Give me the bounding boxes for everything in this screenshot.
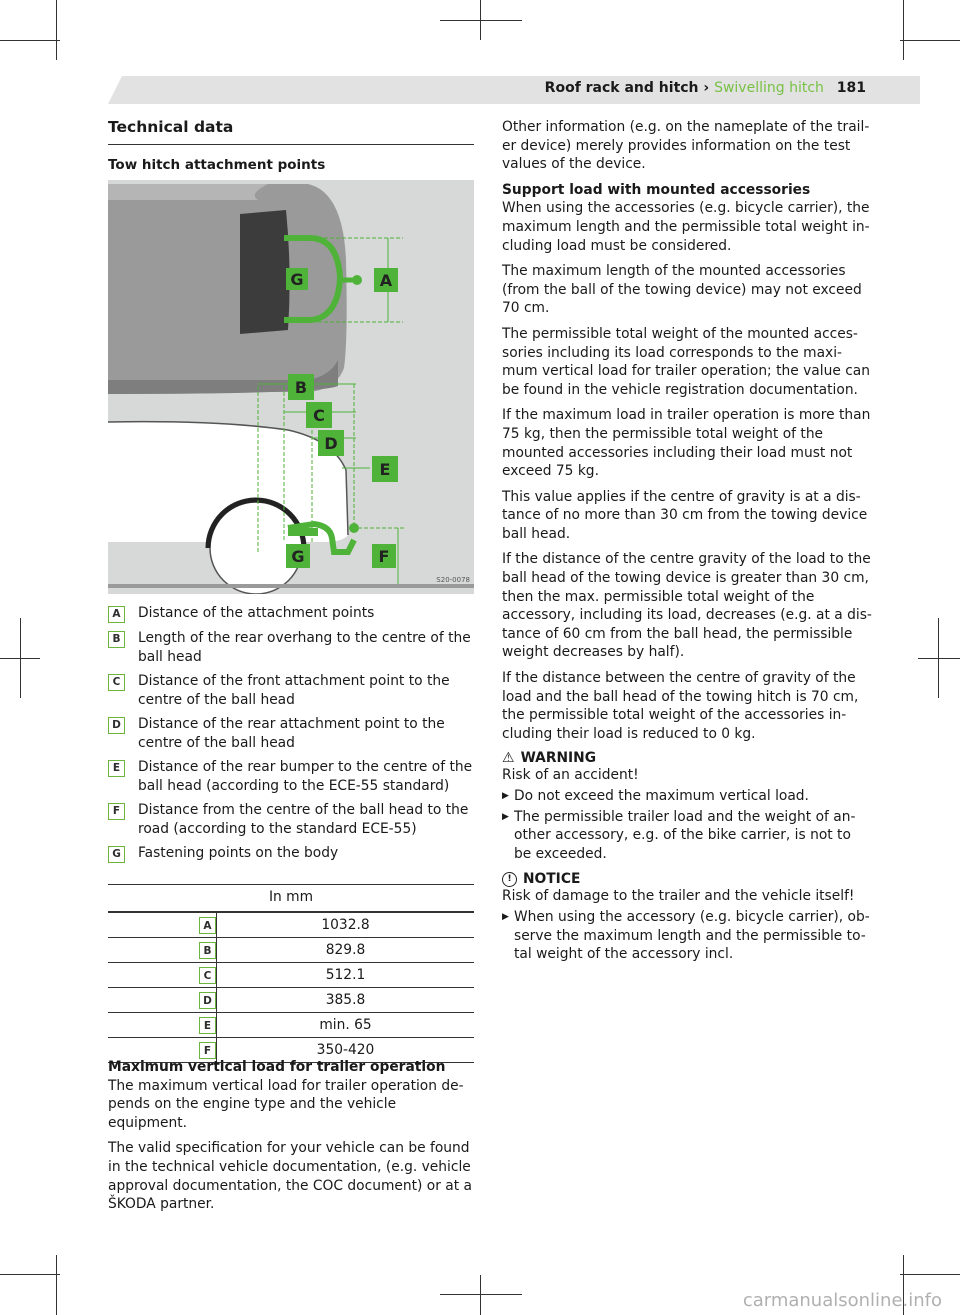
spec-paragraph: The valid specification for your vehicle can be found in the technical vehicle documentation, (e.g. vehicle approval documentation, the COC document) or at a ŠKODA partner. (108, 1140, 473, 1213)
diagram-legend (108, 604, 474, 869)
right-column (502, 118, 872, 964)
warning-heading (502, 750, 872, 766)
legend-item (108, 715, 474, 752)
legend-key: G (108, 846, 125, 863)
legend-key: F (108, 803, 125, 820)
table-row (108, 1013, 474, 1038)
notice-box (502, 871, 872, 963)
diagram-svg (108, 180, 474, 594)
page-number: 181 (836, 80, 866, 96)
legend-item (108, 629, 474, 666)
legend-text: Length of the rear overhang to the centre of the ball head (138, 630, 471, 665)
paragraph-max-length: The maximum length of the mounted accessories (from the ball of the towing device) may not exceed 70 cm. (502, 263, 862, 317)
row-value: 350-420 (217, 1038, 475, 1063)
legend-item (108, 801, 474, 838)
legend-key: A (108, 606, 125, 623)
paragraph-30cm: This value applies if the centre of gravity is at a dis-tance of no more than 30 cm from the towing device ball head. (502, 488, 868, 542)
notice-title: NOTICE (523, 871, 581, 888)
bullet-triangle-icon: ▶ (502, 791, 509, 801)
running-header (545, 80, 866, 96)
left-column-header (108, 118, 474, 173)
row-value: min. 65 (217, 1013, 475, 1038)
table-header: In mm (108, 885, 474, 913)
car-top-view (108, 184, 347, 392)
legend-item (108, 758, 474, 795)
warning-box (502, 750, 872, 863)
svg-text:B: B (294, 378, 308, 397)
legend-key: C (108, 674, 125, 691)
breadcrumb-separator: › (703, 80, 710, 96)
support-load-paragraph (502, 181, 872, 255)
warning-icon: ⚠ (502, 750, 515, 767)
warning-item (502, 787, 872, 806)
warning-title: WARNING (520, 750, 597, 767)
svg-text:F: F (378, 547, 390, 566)
row-key: A (199, 917, 216, 934)
warning-lead: Risk of an accident! (502, 767, 639, 784)
legend-item (108, 844, 474, 863)
road-line (108, 584, 474, 588)
vertical-load-section (108, 1058, 474, 1221)
paragraph-total-weight: The permissible total weight of the mounted acces-sories including its load corresponds to the maxi-mum vertical load for trailer operation; the value can be found in the vehicle registration documentation. (502, 325, 870, 398)
bullet-triangle-icon: ▶ (502, 911, 509, 922)
crop-mark (0, 40, 60, 41)
row-value: 1032.8 (217, 912, 475, 938)
notice-icon: ! (502, 872, 517, 887)
svg-text:G: G (291, 547, 305, 566)
warning-item-text: Do not exceed the maximum vertical load. (514, 788, 809, 804)
crop-mark (0, 1274, 60, 1275)
svg-text:E: E (379, 460, 391, 479)
ball-head-top (352, 275, 362, 285)
figure-subtitle: Tow hitch attachment points (108, 157, 326, 173)
notice-item-text: When using the accessory (e.g. bicycle carrier), ob-serve the maximum length and the permissible to-tal weight of the accessory incl. (514, 908, 870, 963)
row-value: 512.1 (217, 963, 475, 988)
legend-key: B (108, 631, 125, 648)
legend-item (108, 604, 474, 623)
row-key: D (199, 992, 216, 1009)
legend-text: Distance of the attachment points (138, 605, 375, 621)
figure-code: S20-0078 (436, 576, 470, 584)
crop-mark (900, 1274, 960, 1275)
paragraph-greater-30cm: If the distance of the centre gravity of the load to the ball head of the towing device is greater than 30 cm, then the max. permissible total weight of the accessory, including its load, decreases (e.g. at a dis-tance of 60 cm from the ball head, the permissible weight decreases by half). (502, 551, 872, 661)
rear-window (240, 210, 290, 334)
legend-key: E (108, 760, 125, 777)
notice-heading (502, 871, 872, 887)
support-load-text: When using the accessories (e.g. bicycle carrier), the maximum length and the permissible total weight in-cluding load must be considered. (502, 200, 870, 254)
legend-key: D (108, 717, 125, 734)
svg-text:C: C (313, 406, 325, 425)
table-row (108, 938, 474, 963)
legend-text: Distance of the rear bumper to the centre of the ball head (according to the ECE-55 standard) (138, 759, 473, 794)
attachment-point-top (284, 235, 312, 241)
section-link[interactable]: Swivelling hitch (714, 80, 824, 96)
page-title: Technical data (108, 118, 474, 145)
crop-mark (440, 1294, 522, 1295)
tow-hitch-diagram (108, 180, 474, 594)
warning-item-text: The permissible trailer load and the weight of an-other accessory, e.g. of the bike carrier, is not to be exceeded. (514, 808, 856, 862)
notice-item (502, 908, 872, 964)
attachment-point-bottom (284, 317, 312, 323)
chapter-title: Roof rack and hitch (544, 80, 699, 96)
warning-item (502, 808, 872, 864)
legend-text: Fastening points on the body (138, 845, 339, 861)
row-value: 385.8 (217, 988, 475, 1013)
crop-mark (56, 1255, 57, 1315)
legend-item (108, 672, 474, 709)
legend-text: Distance of the front attachment point to the centre of the ball head (138, 673, 450, 708)
vertical-load-paragraph (108, 1058, 474, 1132)
row-key: E (199, 1017, 216, 1034)
row-key: F (199, 1042, 216, 1059)
svg-text:D: D (324, 434, 338, 453)
row-key: C (199, 967, 216, 984)
svg-text:A: A (379, 271, 393, 290)
notice-lead: Risk of damage to the trailer and the vehicle itself! (502, 888, 855, 905)
paragraph-75kg: If the maximum load in trailer operation is more than 75 kg, then the permissible total weight of the mounted accessories including their load must not exceed 75 kg. (502, 407, 871, 480)
crop-mark (900, 40, 960, 41)
svg-text:G: G (290, 270, 304, 289)
table-row (108, 963, 474, 988)
watermark: carmanualsonline.info (742, 1290, 942, 1311)
legend-text: Distance from the centre of the ball head to the road (according to the standard ECE-55) (138, 802, 469, 837)
crop-mark (918, 658, 960, 659)
bullet-triangle-icon: ▶ (502, 811, 509, 822)
row-value: 829.8 (217, 938, 475, 963)
legend-text: Distance of the rear attachment point to the centre of the ball head (138, 716, 445, 751)
crop-mark (56, 0, 57, 60)
table-row (108, 912, 474, 938)
paragraph-nameplate: Other information (e.g. on the nameplate of the trail-er device) merely provides information on the test values of the device. (502, 119, 870, 173)
paragraph-70cm: If the distance between the centre of gravity of the load and the ball head of the towing hitch is 70 cm, the permissible total weight of the accessories in-cluding their load is reduced to 0 kg. (502, 670, 859, 742)
crop-mark (480, 1275, 481, 1315)
row-key: B (199, 942, 216, 959)
crop-mark (440, 20, 522, 21)
crop-mark (0, 658, 40, 659)
crop-mark (903, 0, 904, 60)
vertical-load-heading: Maximum vertical load for trailer operation (108, 1059, 446, 1075)
vertical-load-text: The maximum vertical load for trailer operation de-pends on the engine type and the vehicle equipment. (108, 1077, 464, 1131)
dimensions-table (108, 884, 474, 1063)
table-row (108, 988, 474, 1013)
support-load-heading: Support load with mounted accessories (502, 181, 811, 198)
